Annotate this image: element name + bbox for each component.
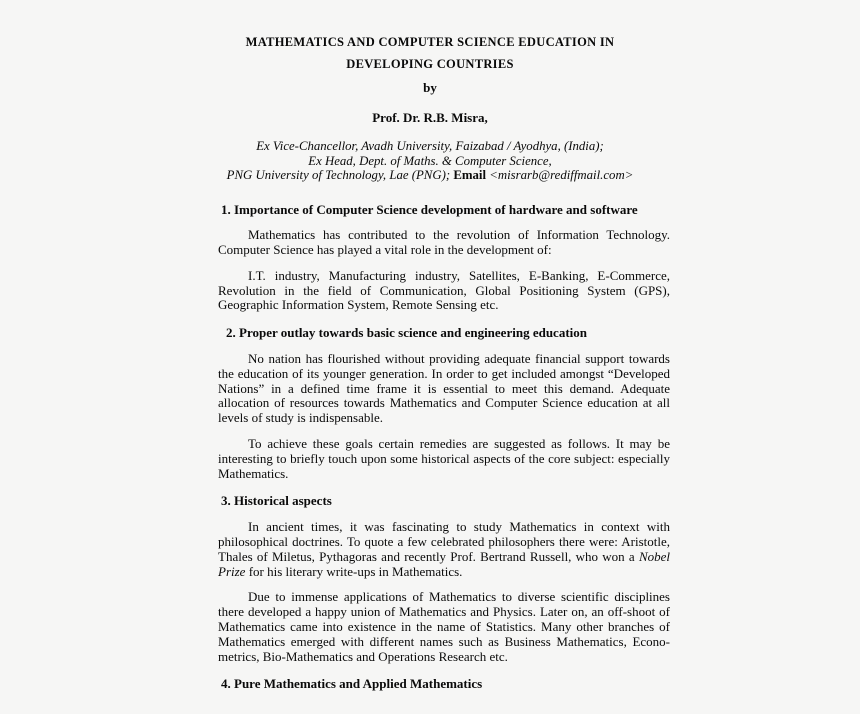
nobel-prize-italic-text: Nobel Prize: [218, 548, 670, 579]
section-3-paragraph-2: Due to immense applications of Mathematics to diverse scientific disciplines there developed a happy union of Mathematics and Physics. Later on, an off-shoot of Mathematics came into existence in the name of Statistics. Many other branches of Mathematics emerged with different names such as Business Mathematics, Econo-metrics, Bio-Mathematics and Operations Research etc.: [218, 589, 670, 664]
section-4-heading: 4. Pure Mathematics and Applied Mathematics: [221, 676, 483, 692]
byline: by: [423, 80, 437, 95]
author-name: Prof. Dr. R.B. Misra,: [372, 110, 488, 125]
affiliation-line-3: [0, 168, 860, 183]
section-1-heading: 1. Importance of Computer Science development of hardware and software: [221, 201, 638, 217]
paragraph-text-after: for his literary write-ups in Mathematics.: [245, 563, 463, 579]
section-2-heading: 2. Proper outlay towards basic science and engineering education: [226, 325, 587, 341]
affiliation-line-1: Ex Vice-Chancellor, Avadh University, Faizabad / Ayodhya, (India);: [256, 139, 604, 153]
section-1-paragraph-2: I.T. industry, Manufacturing industry, Satellites, E-Banking, E-Commerce, Revolution in the field of Communication, Global Positioning System (GPS), Geographic Information System, Remote Sensing etc.: [218, 267, 670, 313]
title-line-2: DEVELOPING COUNTRIES: [346, 57, 514, 71]
section-2-paragraph-2: To achieve these goals certain remedies are suggested as follows. It may be interesting to briefly touch upon some historical aspects of the core subject: especially Mathematics.: [218, 436, 670, 481]
email-address: <misrarb@rediffmail.com>: [486, 168, 634, 182]
affiliation-line-3-text: PNG University of Technology, Lae (PNG);: [226, 168, 454, 182]
title-line-1: MATHEMATICS AND COMPUTER SCIENCE EDUCATION IN: [245, 35, 615, 49]
document-body: [218, 203, 670, 693]
section-2-paragraph-1: No nation has flourished without providing adequate financial support towards the education of its younger generation. In order to get included amongst “Developed Nations” in a defined time frame it is essential to meet this demand. Adequate allocation of resources towards Mathematics and Computer Science education at all levels of study is indispensable.: [218, 351, 670, 426]
section-3-heading: 3. Historical aspects: [221, 493, 332, 509]
email-label: Email: [453, 168, 487, 182]
affiliation-block: [0, 139, 860, 183]
paragraph-text-before: In ancient times, it was fascinating to study Mathematics in context with philosophical doctrines. To quote a few celebrated philosophers there were: Aristotle, Thales of Miletus, Pythagoras and recently Prof. Bertrand Russell, who won a: [218, 519, 670, 564]
section-1-paragraph-1: Mathematics has contributed to the revolution of Information Technology. Computer Science has played a vital role in the development of:: [218, 227, 670, 258]
affiliation-line-2: Ex Head, Dept. of Maths. & Computer Science,: [308, 153, 552, 168]
section-3-paragraph-1: [218, 520, 670, 579]
document-header: [0, 0, 860, 183]
